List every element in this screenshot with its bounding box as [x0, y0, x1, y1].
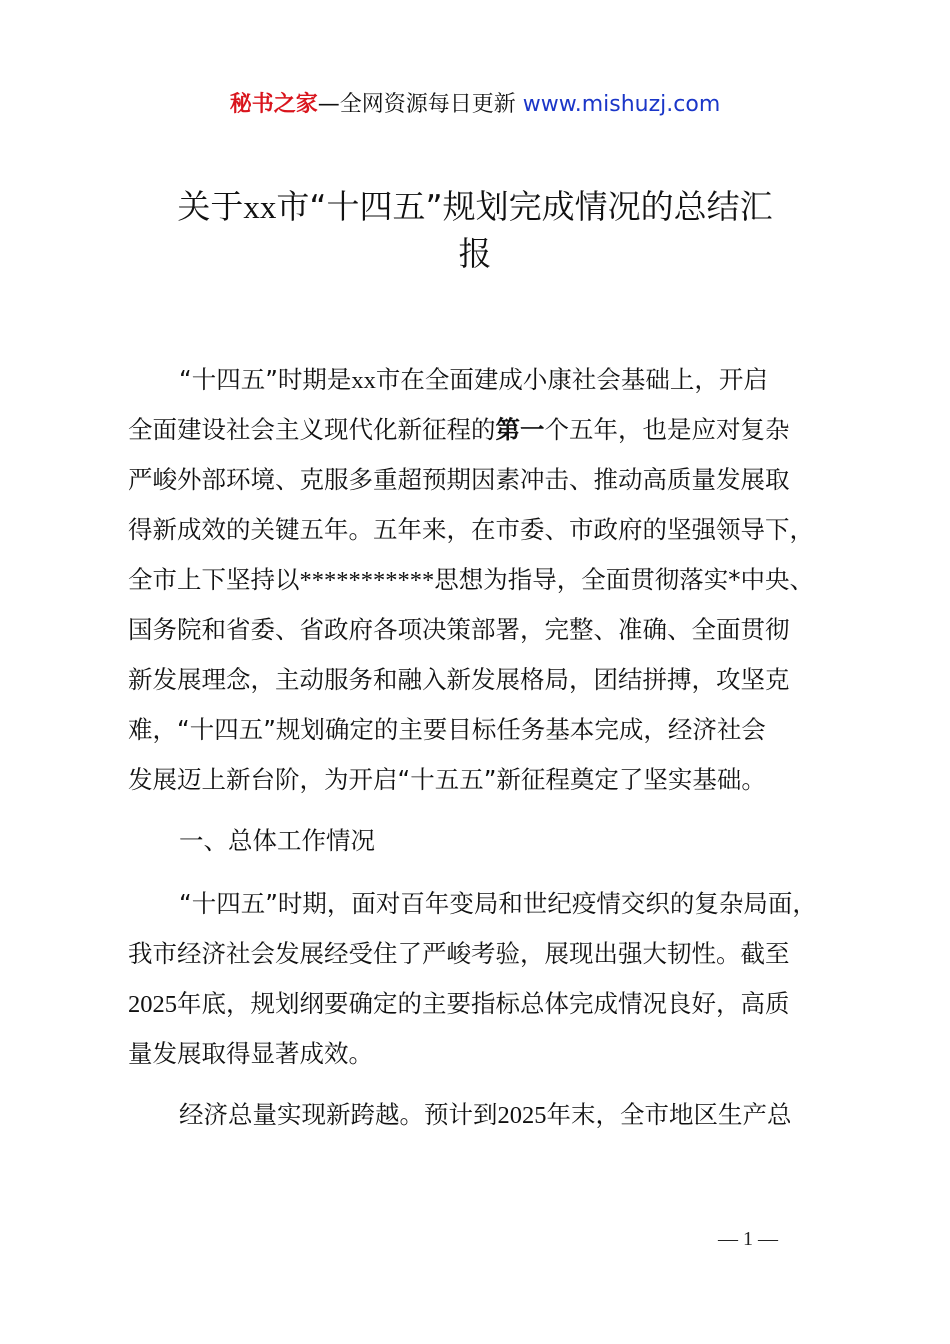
paragraph-line: 2025年底，规划纲要确定的主要指标总体完成情况良好，高质 — [128, 989, 790, 1018]
paragraph-line: 经济总量实现新跨越。预计到2025年末，全市地区生产总 — [179, 1100, 792, 1129]
paragraph-line: 量发展取得显著成效。 — [128, 1039, 373, 1068]
section-heading: 一、总体工作情况 — [179, 826, 375, 855]
site-tagline: —全网资源每日更新 — [317, 92, 523, 117]
paragraph-line: 得新成效的关键五年。五年来，在市委、市政府的坚强领导下， — [128, 515, 814, 544]
paragraph-line: 新发展理念，主动服务和融入新发展格局，团结拼搏，攻坚克 — [128, 665, 790, 694]
economy-paragraph — [128, 1090, 858, 1140]
paragraph-line: 我市经济社会发展经受住了严峻考验，展现出强大韧性。截至 — [128, 939, 790, 968]
paragraph-line: 全面建设社会主义现代化新征程的第一个五年，也是应对复杂 — [128, 415, 790, 444]
site-brand: 秘书之家 — [229, 92, 318, 117]
title-line-2: 报 — [458, 234, 492, 273]
overview-paragraph — [128, 879, 858, 1079]
page-number: — 1 — — [718, 1228, 778, 1250]
title-line-1: 关于xx市“十四五”规划完成情况的总结汇 — [177, 187, 773, 226]
paragraph-line: 国务院和省委、省政府各项决策部署，完整、准确、全面贯彻 — [128, 615, 790, 644]
paragraph-line: 严峻外部环境、克服多重超预期因素冲击、推动高质量发展取 — [128, 465, 790, 494]
paragraph-line: 全市上下坚持以***********思想为指导，全面贯彻落实*中央、 — [128, 565, 814, 594]
document-title — [110, 184, 840, 277]
paragraph-line: 发展迈上新台阶，为开启“十五五”新征程奠定了坚实基础。 — [128, 765, 766, 794]
paragraph-line: “十四五”时期是xx市在全面建成小康社会基础上，开启 — [179, 365, 768, 394]
site-banner — [0, 90, 950, 120]
intro-paragraph — [128, 355, 858, 805]
paragraph-line: 难，“十四五”规划确定的主要目标任务基本完成，经济社会 — [128, 715, 766, 744]
site-url[interactable]: www.mishuzj.com — [522, 92, 721, 117]
paragraph-line: “十四五”时期，面对百年变局和世纪疫情交织的复杂局面， — [179, 889, 817, 918]
